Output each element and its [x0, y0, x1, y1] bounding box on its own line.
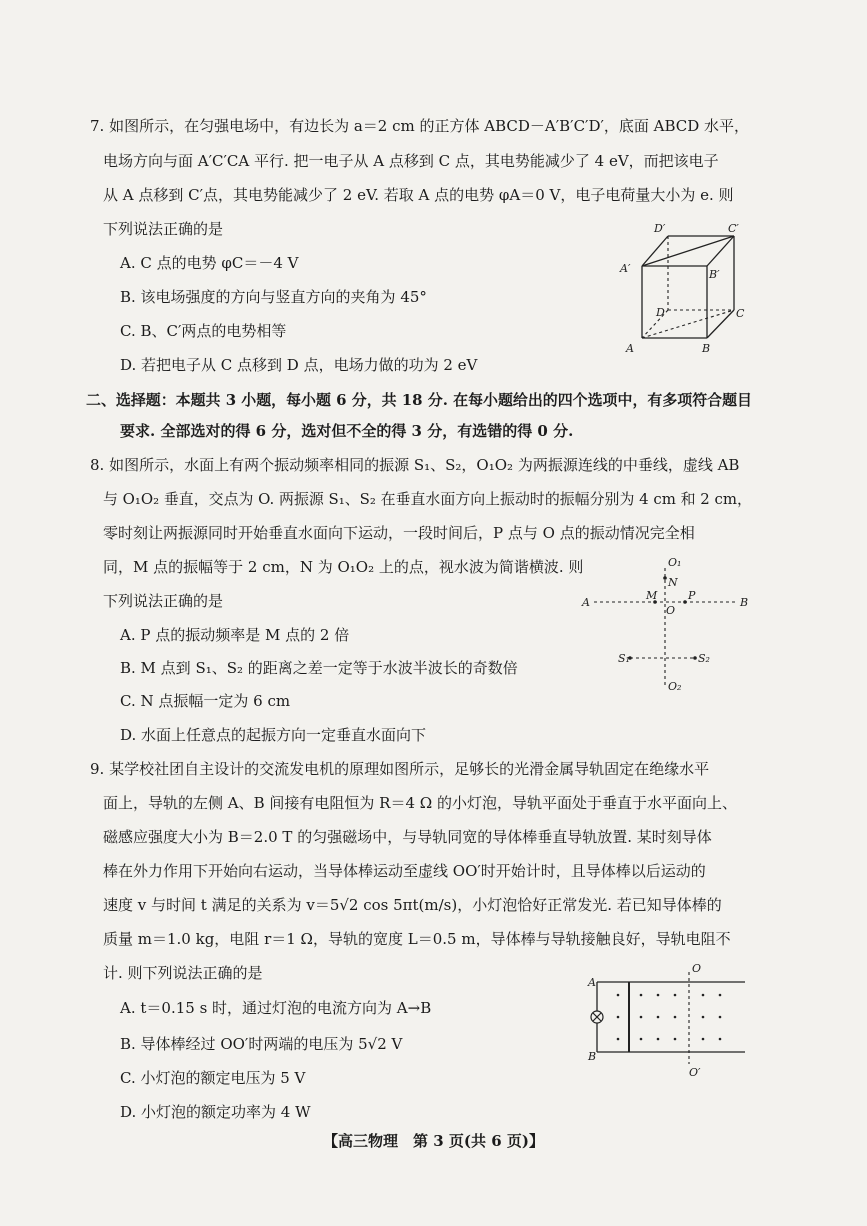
section-line	[86, 390, 755, 410]
q8-text: 8. 如图所示，水面上有两个振动频率相同的振源 S₁、S₂，O₁O₂ 为两振源连线的中垂线，虚线 AB	[90, 456, 740, 474]
label-s1: S₁	[618, 652, 630, 665]
q7-text: 电场方向与面 A′C′CA 平行. 把一电子从 A 点移到 C 点，其电势能减少了 4 eV，而把该电子	[103, 152, 719, 170]
option-text: C. N 点振幅一定为 6 cm	[120, 692, 291, 710]
q8-line-2	[103, 489, 755, 509]
label-a: A	[626, 342, 634, 355]
q8-text: 下列说法正确的是	[103, 592, 224, 610]
q7-option-b[interactable]	[120, 287, 427, 307]
label-m: M	[646, 589, 658, 602]
label-a: A	[588, 976, 596, 989]
q9-text: 速度 v 与时间 t 满足的关系为 v＝5√2 cos 5πt(m/s)，小灯泡恰好正常发光. 若已知导体棒的	[103, 896, 722, 914]
label-p: P	[688, 589, 696, 602]
label-b: B	[740, 596, 749, 609]
q9-line-3	[103, 827, 712, 847]
q7-line-4	[103, 219, 223, 239]
q7-text: 从 A 点移到 C′点，其电势能减少了 2 eV. 若取 A 点的电势 φA＝0 V，电子电荷量大小为 e. 则	[103, 186, 734, 204]
option-text: B. 导体棒经过 OO′时两端的电压为 5√2 V	[120, 1035, 403, 1053]
q8-text: 与 O₁O₂ 垂直，交点为 O. 两振源 S₁、S₂ 在垂直水面方向上振动时的振幅分别为 4 cm 和 2 cm，	[103, 490, 752, 508]
option-text: C. B、C′两点的电势相等	[120, 322, 287, 340]
source-s2	[693, 656, 697, 660]
label-a: A	[582, 596, 590, 609]
q8-text: 同，M 点的振幅等于 2 cm，N 为 O₁O₂ 上的点，视水波为简谐横波. 则	[103, 558, 584, 576]
q9-text: 磁感应强度大小为 B＝2.0 T 的匀强磁场中，与导轨同宽的导体棒垂直导轨放置. 某时刻导体	[103, 828, 712, 846]
q9-line-4	[103, 861, 706, 881]
wave-source-figure	[580, 556, 755, 696]
point-n	[663, 576, 667, 580]
option-text: A. C 点的电势 φC＝－4 V	[120, 254, 299, 272]
label-b: B	[702, 342, 711, 355]
q8-option-c[interactable]	[120, 691, 290, 711]
q7-line-2	[103, 151, 719, 171]
label-o-prime: O′	[689, 1066, 701, 1079]
label-d-prime: D′	[654, 222, 666, 235]
label-c-prime: C′	[728, 222, 739, 235]
cube-figure	[612, 220, 752, 360]
option-text: A. P 点的振动频率是 M 点的 2 倍	[120, 626, 350, 644]
q9-option-a[interactable]	[120, 998, 431, 1018]
q9-line-7	[103, 963, 263, 983]
label-o2: O₂	[668, 680, 682, 693]
q8-option-a[interactable]	[120, 625, 349, 645]
option-text: D. 小灯泡的额定功率为 4 W	[120, 1103, 311, 1121]
option-text: B. 该电场强度的方向与竖直方向的夹角为 45°	[120, 288, 427, 306]
section-text: 要求. 全部选对的得 6 分，选对但不全的得 3 分，有选错的得 0 分.	[120, 422, 574, 440]
label-a-prime: A′	[620, 262, 631, 275]
q9-text: 9. 某学校社团自主设计的交流发电机的原理如图所示，足够长的光滑金属导轨固定在绝缘水平	[90, 760, 710, 778]
q8-line-4	[103, 557, 583, 577]
q9-text: 棒在外力作用下开始向右运动，当导体棒运动至虚线 OO′时开始计时，且导体棒以后运动的	[103, 862, 706, 880]
label-s2: S₂	[698, 652, 710, 665]
section-line	[120, 421, 573, 441]
q8-option-d[interactable]	[120, 725, 426, 745]
q8-option-b[interactable]	[120, 658, 518, 678]
label-n: N	[668, 576, 678, 589]
page-footer: 【高三物理 第 3 页(共 6 页)】	[323, 1132, 544, 1150]
lamp-icon	[591, 1011, 603, 1023]
q9-line-6	[103, 929, 731, 949]
option-text: C. 小灯泡的额定电压为 5 V	[120, 1069, 306, 1087]
q7-line-3	[103, 185, 734, 205]
magnetic-field-dots	[617, 994, 722, 1041]
q7-line-1	[90, 116, 750, 136]
label-o1: O₁	[668, 556, 682, 569]
q7-option-a[interactable]	[120, 253, 299, 273]
q7-option-c[interactable]	[120, 321, 286, 341]
label-b-prime: B′	[709, 268, 720, 281]
option-text: D. 若把电子从 C 点移到 D 点，电场力做的功为 2 eV	[120, 356, 478, 374]
option-text: A. t＝0.15 s 时，通过灯泡的电流方向为 A→B	[120, 999, 432, 1017]
q9-text: 面上，导轨的左侧 A、B 间接有电阻恒为 R＝4 Ω 的小灯泡，导轨平面处于垂直于水平面向上、	[103, 794, 737, 812]
label-c: C	[736, 307, 745, 320]
q9-line-2	[103, 793, 737, 813]
q9-line-1	[90, 759, 709, 779]
q9-option-c[interactable]	[120, 1068, 305, 1088]
q9-text: 质量 m＝1.0 kg，电阻 r＝1 Ω，导轨的宽度 L＝0.5 m，导体棒与导轨接触良好，导轨电阻不	[103, 930, 731, 948]
rail-circuit-figure	[585, 960, 755, 1080]
q8-line-1	[90, 455, 739, 475]
q9-option-b[interactable]	[120, 1034, 402, 1054]
q9-option-d[interactable]	[120, 1102, 311, 1122]
label-o: O	[666, 604, 676, 617]
q8-text: 零时刻让两振源同时开始垂直水面向下运动，一段时间后，P 点与 O 点的振动情况完全相	[103, 524, 695, 542]
q9-text: 计. 则下列说法正确的是	[103, 964, 263, 982]
label-o: O	[692, 962, 702, 975]
q7-text: 7. 如图所示，在匀强电场中，有边长为 a＝2 cm 的正方体 ABCD－A′B′C′D′，底面 ABCD 水平，	[90, 117, 750, 135]
option-text: D. 水面上任意点的起振方向一定垂直水面向下	[120, 726, 427, 744]
q9-line-5	[103, 895, 722, 915]
label-d: D	[656, 306, 665, 319]
label-b: B	[588, 1050, 597, 1063]
q7-text: 下列说法正确的是	[103, 220, 224, 238]
q8-line-3	[103, 523, 695, 543]
section-text: 二、选择题：本题共 3 小题，每小题 6 分，共 18 分. 在每小题给出的四个选项中，有多项符合题目	[86, 391, 752, 409]
option-text: B. M 点到 S₁、S₂ 的距离之差一定等于水波半波长的奇数倍	[120, 659, 518, 677]
point-p	[683, 600, 687, 604]
q8-line-5	[103, 591, 223, 611]
q7-option-d[interactable]	[120, 355, 477, 375]
